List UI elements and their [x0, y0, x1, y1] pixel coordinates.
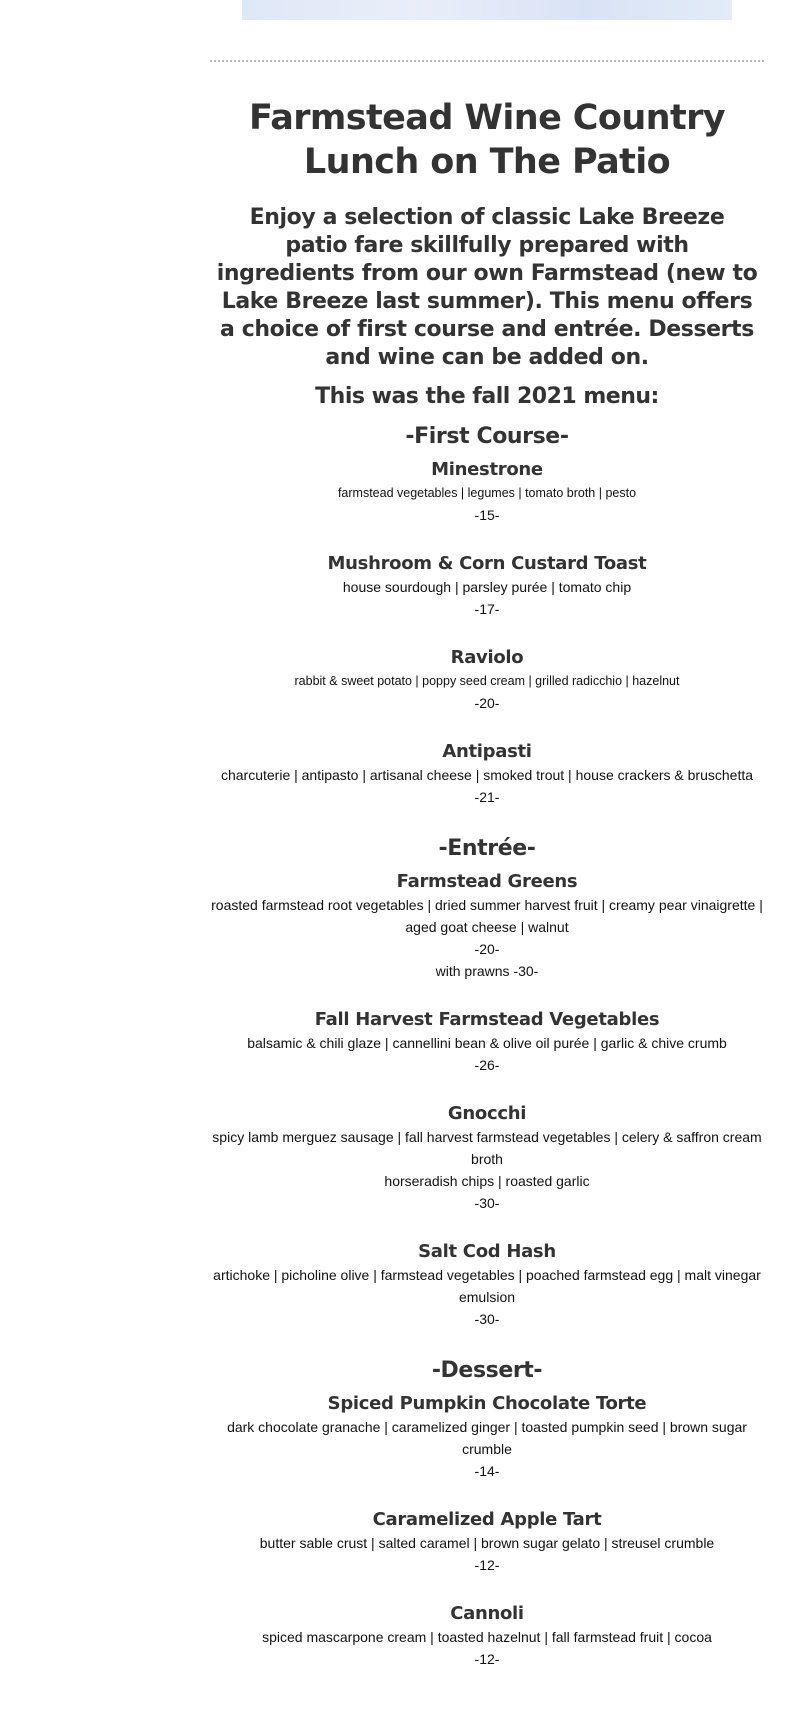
item-name: Gnocchi: [447, 1103, 527, 1124]
item-price: -14-: [474, 1463, 500, 1479]
item-price: -12-: [474, 1557, 500, 1573]
menu-item-harvest-vegetables: [210, 1008, 764, 1076]
item-price: -12-: [474, 1651, 500, 1667]
menu-item-raviolo: [210, 646, 764, 714]
item-description: charcuterie | antipasto | artisanal cheese | smoked trout | house crackers & bruschetta: [220, 767, 754, 783]
item-description: farmstead vegetables | legumes | tomato broth | pesto: [337, 486, 637, 500]
menu-item-pumpkin-torte: [210, 1392, 764, 1482]
item-description: spiced mascarpone cream | toasted hazelnut | fall farmstead fruit | cocoa: [262, 1629, 712, 1645]
section-title-entree: -Entrée-: [438, 836, 536, 861]
item-extra: with prawns -30-: [435, 963, 539, 979]
item-description: artichoke | picholine olive | farmstead vegetables | poached farmstead egg | malt vinegar emulsion: [213, 1267, 761, 1305]
item-name: Salt Cod Hash: [418, 1241, 556, 1262]
item-description: dark chocolate granache | caramelized ginger | toasted pumpkin seed | brown sugar crumble: [227, 1419, 747, 1457]
item-price: -26-: [474, 1057, 500, 1073]
page-title: Farmstead Wine Country Lunch on The Patio: [249, 98, 725, 182]
item-price: -30-: [474, 1311, 500, 1327]
dotted-divider: [210, 60, 764, 62]
item-description: roasted farmstead root vegetables | dried summer harvest fruit | creamy pear vinaigrette | aged goat cheese | walnut: [211, 897, 763, 935]
item-name: Minestrone: [431, 459, 543, 480]
item-price: -21-: [474, 789, 500, 805]
item-price: -20-: [474, 695, 500, 711]
menu-item-minestrone: [210, 458, 764, 526]
item-name: Farmstead Greens: [396, 871, 578, 892]
item-price: -30-: [474, 1195, 500, 1211]
item-description: house sourdough | parsley purée | tomato chip: [342, 579, 632, 595]
menu-item-antipasti: [210, 740, 764, 808]
menu-item-farmstead-greens: [210, 870, 764, 982]
header-image: [242, 0, 732, 20]
item-name: Fall Harvest Farmstead Vegetables: [314, 1009, 660, 1030]
menu-item-salt-cod-hash: [210, 1240, 764, 1330]
menu-item-apple-tart: [210, 1508, 764, 1576]
item-name: Raviolo: [450, 647, 524, 668]
item-name: Mushroom & Corn Custard Toast: [327, 553, 647, 574]
intro-text: Enjoy a selection of classic Lake Breeze patio fare skillfully prepared with ingredients from our own Farmstead (new to Lake Breeze last summer). This menu offers a choice of first course and entrée. Desserts and wine can be added on.: [216, 205, 758, 370]
item-description: butter sable crust | salted caramel | brown sugar gelato | streusel crumble: [259, 1535, 715, 1551]
menu-item-cannoli: [210, 1602, 764, 1670]
item-description: spicy lamb merguez sausage | fall harvest farmstead vegetables | celery & saffron cream broth: [212, 1129, 762, 1167]
item-price: -15-: [474, 507, 500, 523]
section-title-dessert: -Dessert-: [431, 1358, 543, 1383]
item-description: rabbit & sweet potato | poppy seed cream | grilled radicchio | hazelnut: [294, 674, 680, 688]
item-name: Cannoli: [450, 1603, 524, 1624]
menu-item-mushroom-toast: [210, 552, 764, 620]
item-description-2: horseradish chips | roasted garlic: [384, 1173, 590, 1189]
item-price: -17-: [474, 601, 500, 617]
item-name: Antipasti: [442, 741, 532, 762]
menu-note: This was the fall 2021 menu:: [315, 384, 659, 409]
item-description: balsamic & chili glaze | cannellini bean & olive oil purée | garlic & chive crumb: [247, 1035, 727, 1051]
item-price: -20-: [474, 941, 500, 957]
section-title-first-course: -First Course-: [405, 424, 569, 449]
item-name: Spiced Pumpkin Chocolate Torte: [327, 1393, 647, 1414]
menu-content: [210, 96, 764, 1696]
item-name: Caramelized Apple Tart: [372, 1509, 602, 1530]
menu-item-gnocchi: [210, 1102, 764, 1214]
